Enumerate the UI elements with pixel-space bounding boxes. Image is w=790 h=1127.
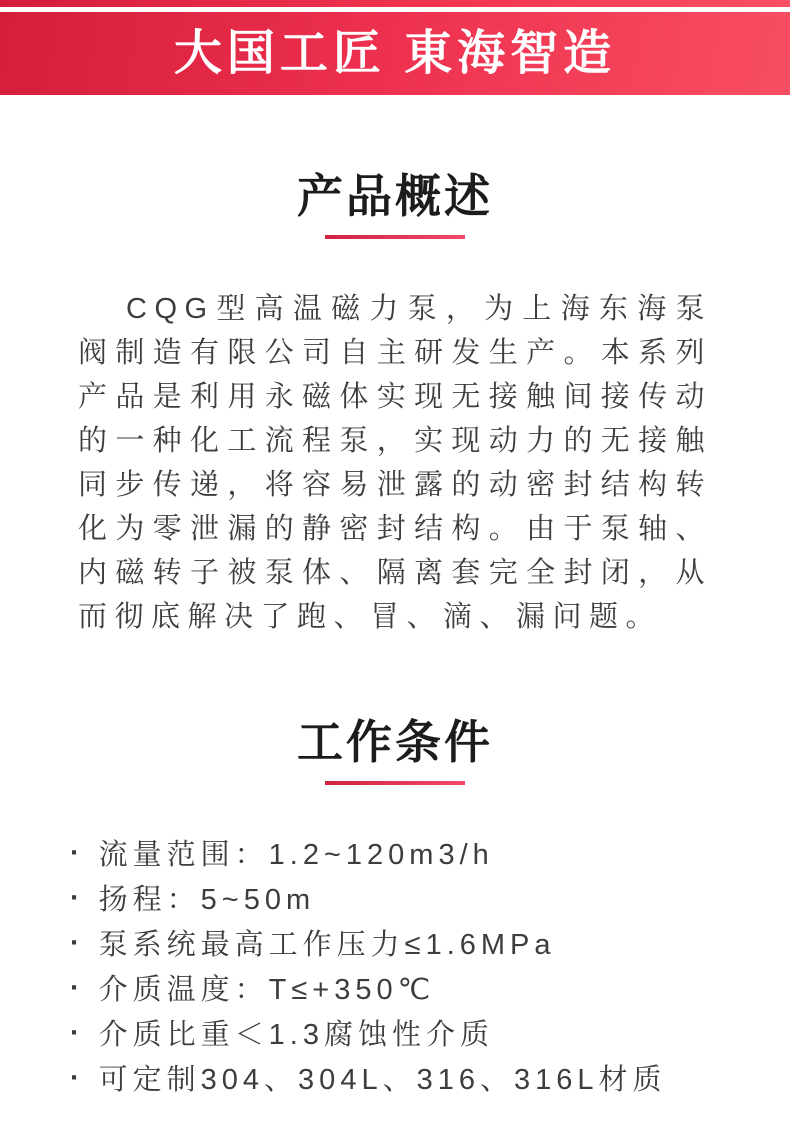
condition-item	[70, 923, 750, 968]
condition-item	[70, 833, 750, 878]
section-working-conditions	[0, 716, 790, 1103]
section-overview	[0, 170, 790, 639]
bullet-dot-icon: ·	[70, 882, 85, 914]
overview-paragraph: CQG型高温磁力泵，为上海东海泵阀制造有限公司自主研发生产。本系列产品是利用永磁体实现无接触间接传动的一种化工流程泵，实现动力的无接触同步传递，将容易泄露的动密封结构转化为零泄漏的静密封结构。由于泵轴、内磁转子被泵体、隔离套完全封闭，从而彻底解决了跑、冒、滴、漏问题。	[78, 293, 712, 633]
condition-text: 介质温度：T≤+350℃	[98, 974, 436, 1006]
working-conditions-list	[0, 833, 790, 1103]
overview-title-underline	[325, 235, 465, 239]
condition-text: 扬程：5~50m	[98, 884, 316, 916]
bullet-dot-icon: ·	[70, 1062, 85, 1094]
condition-item	[70, 1013, 750, 1058]
working-conditions-section-title: 工作条件	[297, 716, 493, 768]
condition-text: 介质比重＜1.3腐蚀性介质	[98, 1019, 494, 1051]
working-conditions-title-underline	[325, 781, 465, 785]
condition-item	[70, 968, 750, 1013]
brand-banner	[0, 12, 790, 95]
condition-text: 泵系统最高工作压力≤1.6MPa	[98, 929, 556, 961]
bullet-dot-icon: ·	[70, 972, 85, 1004]
condition-text: 可定制304、304L、316、316L材质	[98, 1064, 667, 1096]
top-divider-strip	[0, 0, 790, 7]
bullet-dot-icon: ·	[70, 837, 85, 869]
bullet-dot-icon: ·	[70, 927, 85, 959]
condition-item	[70, 1058, 750, 1103]
condition-item	[70, 878, 750, 923]
banner-title: 大国工匠 東海智造	[173, 26, 617, 80]
bullet-dot-icon: ·	[70, 1017, 85, 1049]
overview-section-title: 产品概述	[297, 170, 493, 222]
condition-text: 流量范围：1.2~120m3/h	[98, 839, 494, 871]
